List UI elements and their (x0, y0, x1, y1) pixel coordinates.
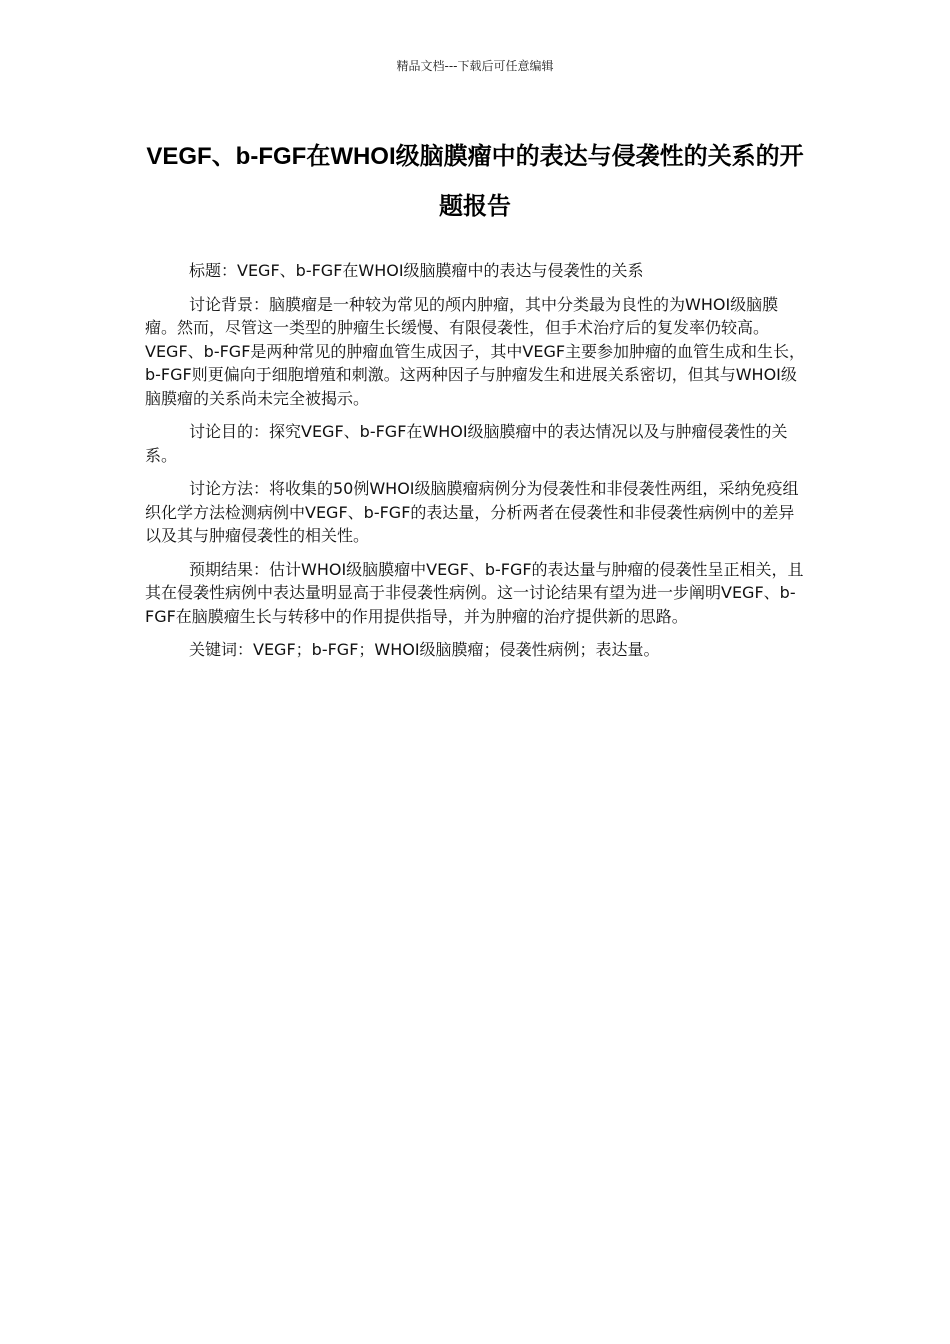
document-title: VEGF、b-FGF在WHOI级脑膜瘤中的表达与侵袭性的关系的开题报告 (146, 143, 804, 220)
expected-results-paragraph: 预期结果：估计WHOI级脑膜瘤中VEGF、b-FGF的表达量与肿瘤的侵袭性呈正相关，且其在侵袭性病例中表达量明显高于非侵袭性病例。这一讨论结果有望为进一步阐明VEGF、b-FGF在脑膜瘤生长与转移中的作用提供指导，并为肿瘤的治疗提供新的思路。 (145, 559, 804, 626)
title-line-paragraph: 标题：VEGF、b-FGF在WHOI级脑膜瘤中的表达与侵袭性的关系 (189, 261, 644, 280)
header-note: 精品文档---下载后可任意编辑 (396, 59, 554, 73)
background-paragraph: 讨论背景：脑膜瘤是一种较为常见的颅内肿瘤，其中分类最为良性的为WHOI级脑膜瘤。然而，尽管这一类型的肿瘤生长缓慢、有限侵袭性，但手术治疗后的复发率仍较高。VEGF、b-FGF是两种常见的肿瘤血管生成因子，其中VEGF主要参加肿瘤的血管生成和生长，b-FGF则更偏向于细胞增殖和刺激。这两种因子与肿瘤发生和进展关系密切，但其与WHOI级脑膜瘤的关系尚未完全被揭示。 (145, 294, 806, 408)
purpose-paragraph: 讨论目的：探究VEGF、b-FGF在WHOI级脑膜瘤中的表达情况以及与肿瘤侵袭性的关系。 (145, 422, 788, 465)
method-paragraph: 讨论方法：将收集的50例WHOI级脑膜瘤病例分为侵袭性和非侵袭性两组，采纳免疫组织化学方法检测病例中VEGF、b-FGF的表达量，分析两者在侵袭性和非侵袭性病例中的差异以及其与肿瘤侵袭性的相关性。 (145, 479, 799, 545)
document-body (145, 259, 807, 672)
keywords-paragraph: 关键词：VEGF；b-FGF；WHOI级脑膜瘤；侵袭性病例；表达量。 (189, 640, 660, 659)
